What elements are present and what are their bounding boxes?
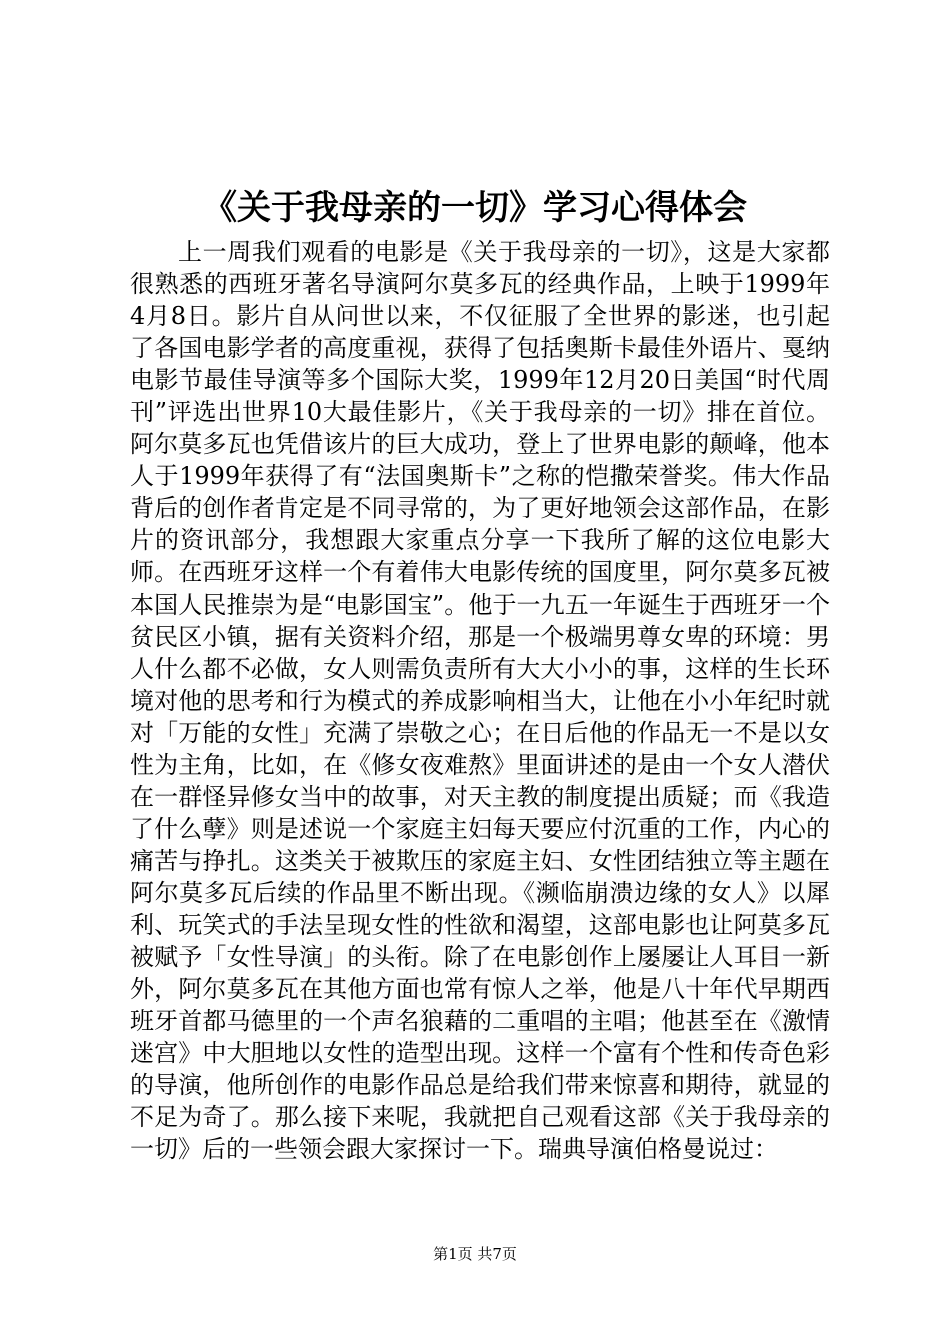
document-title: 《关于我母亲的一切》学习心得体会 xyxy=(203,188,747,228)
page-footer: 第1页 共7页 xyxy=(433,1245,517,1263)
body-paragraph: 上一周我们观看的电影是《关于我母亲的一切》，这是大家都很熟悉的西班牙著名导演阿尔莫多瓦的经典作品，上映于1999年4月8日。影片自从问世以来，不仅征服了全世界的影迷，也引起了各国电影学者的高度重视，获得了包括奥斯卡最佳外语片、戛纳电影节最佳导演等多个国际大奖，1999年12月20日美国“时代周刊”评选出世界10大最佳影片，《关于我母亲的一切》排在首位。阿尔莫多瓦也凭借该片的巨大成功，登上了世界电影的颠峰，他本人于1999年获得了有“法国奥斯卡”之称的恺撒荣誉奖。伟大作品背后的创作者肯定是不同寻常的，为了更好地领会这部作品，在影片的资讯部分，我想跟大家重点分享一下我所了解的这位电影大师。在西班牙这样一个有着伟大电影传统的国度里，阿尔莫多瓦被本国人民推崇为是“电影国宝”。他于一九五一年诞生于西班牙一个贫民区小镇，据有关资料介绍，那是一个极端男尊女卑的环境：男人什么都不必做，女人则需负责所有大大小小的事，这样的生长环境对他的思考和行为模式的养成影响相当大，让他在小小年纪时就对「万能的女性」充满了崇敬之心；在日后他的作品无一不是以女性为主角，比如，在《修女夜难熬》里面讲述的是由一个女人潜伏在一群怪异修女当中的故事，对天主教的制度提出质疑；而《我造了什么孽》则是述说一个家庭主妇每天要应付沉重的工作，内心的痛苦与挣扎。这类关于被欺压的家庭主妇、女性团结独立等主题在阿尔莫多瓦后续的作品里不断出现。《濒临崩溃边缘的女人》以犀利、玩笑式的手法呈现女性的性欲和渴望，这部电影也让阿莫多瓦被赋予「女性导演」的头衔。除了在电影创作上屡屡让人耳目一新外，阿尔莫多瓦在其他方面也常有惊人之举，他是八十年代早期西班牙首都马德里的一个声名狼藉的二重唱的主唱；他甚至在《激情迷宫》中大胆地以女性的造型出现。这样一个富有个性和传奇色彩的导演，他所创作的电影作品总是给我们带来惊喜和期待，就显的不足为奇了。那么接下来呢，我就把自己观看这部《关于我母亲的一切》后的一些领会跟大家探讨一下。瑞典导演伯格曼说过： xyxy=(130,238,830,1164)
